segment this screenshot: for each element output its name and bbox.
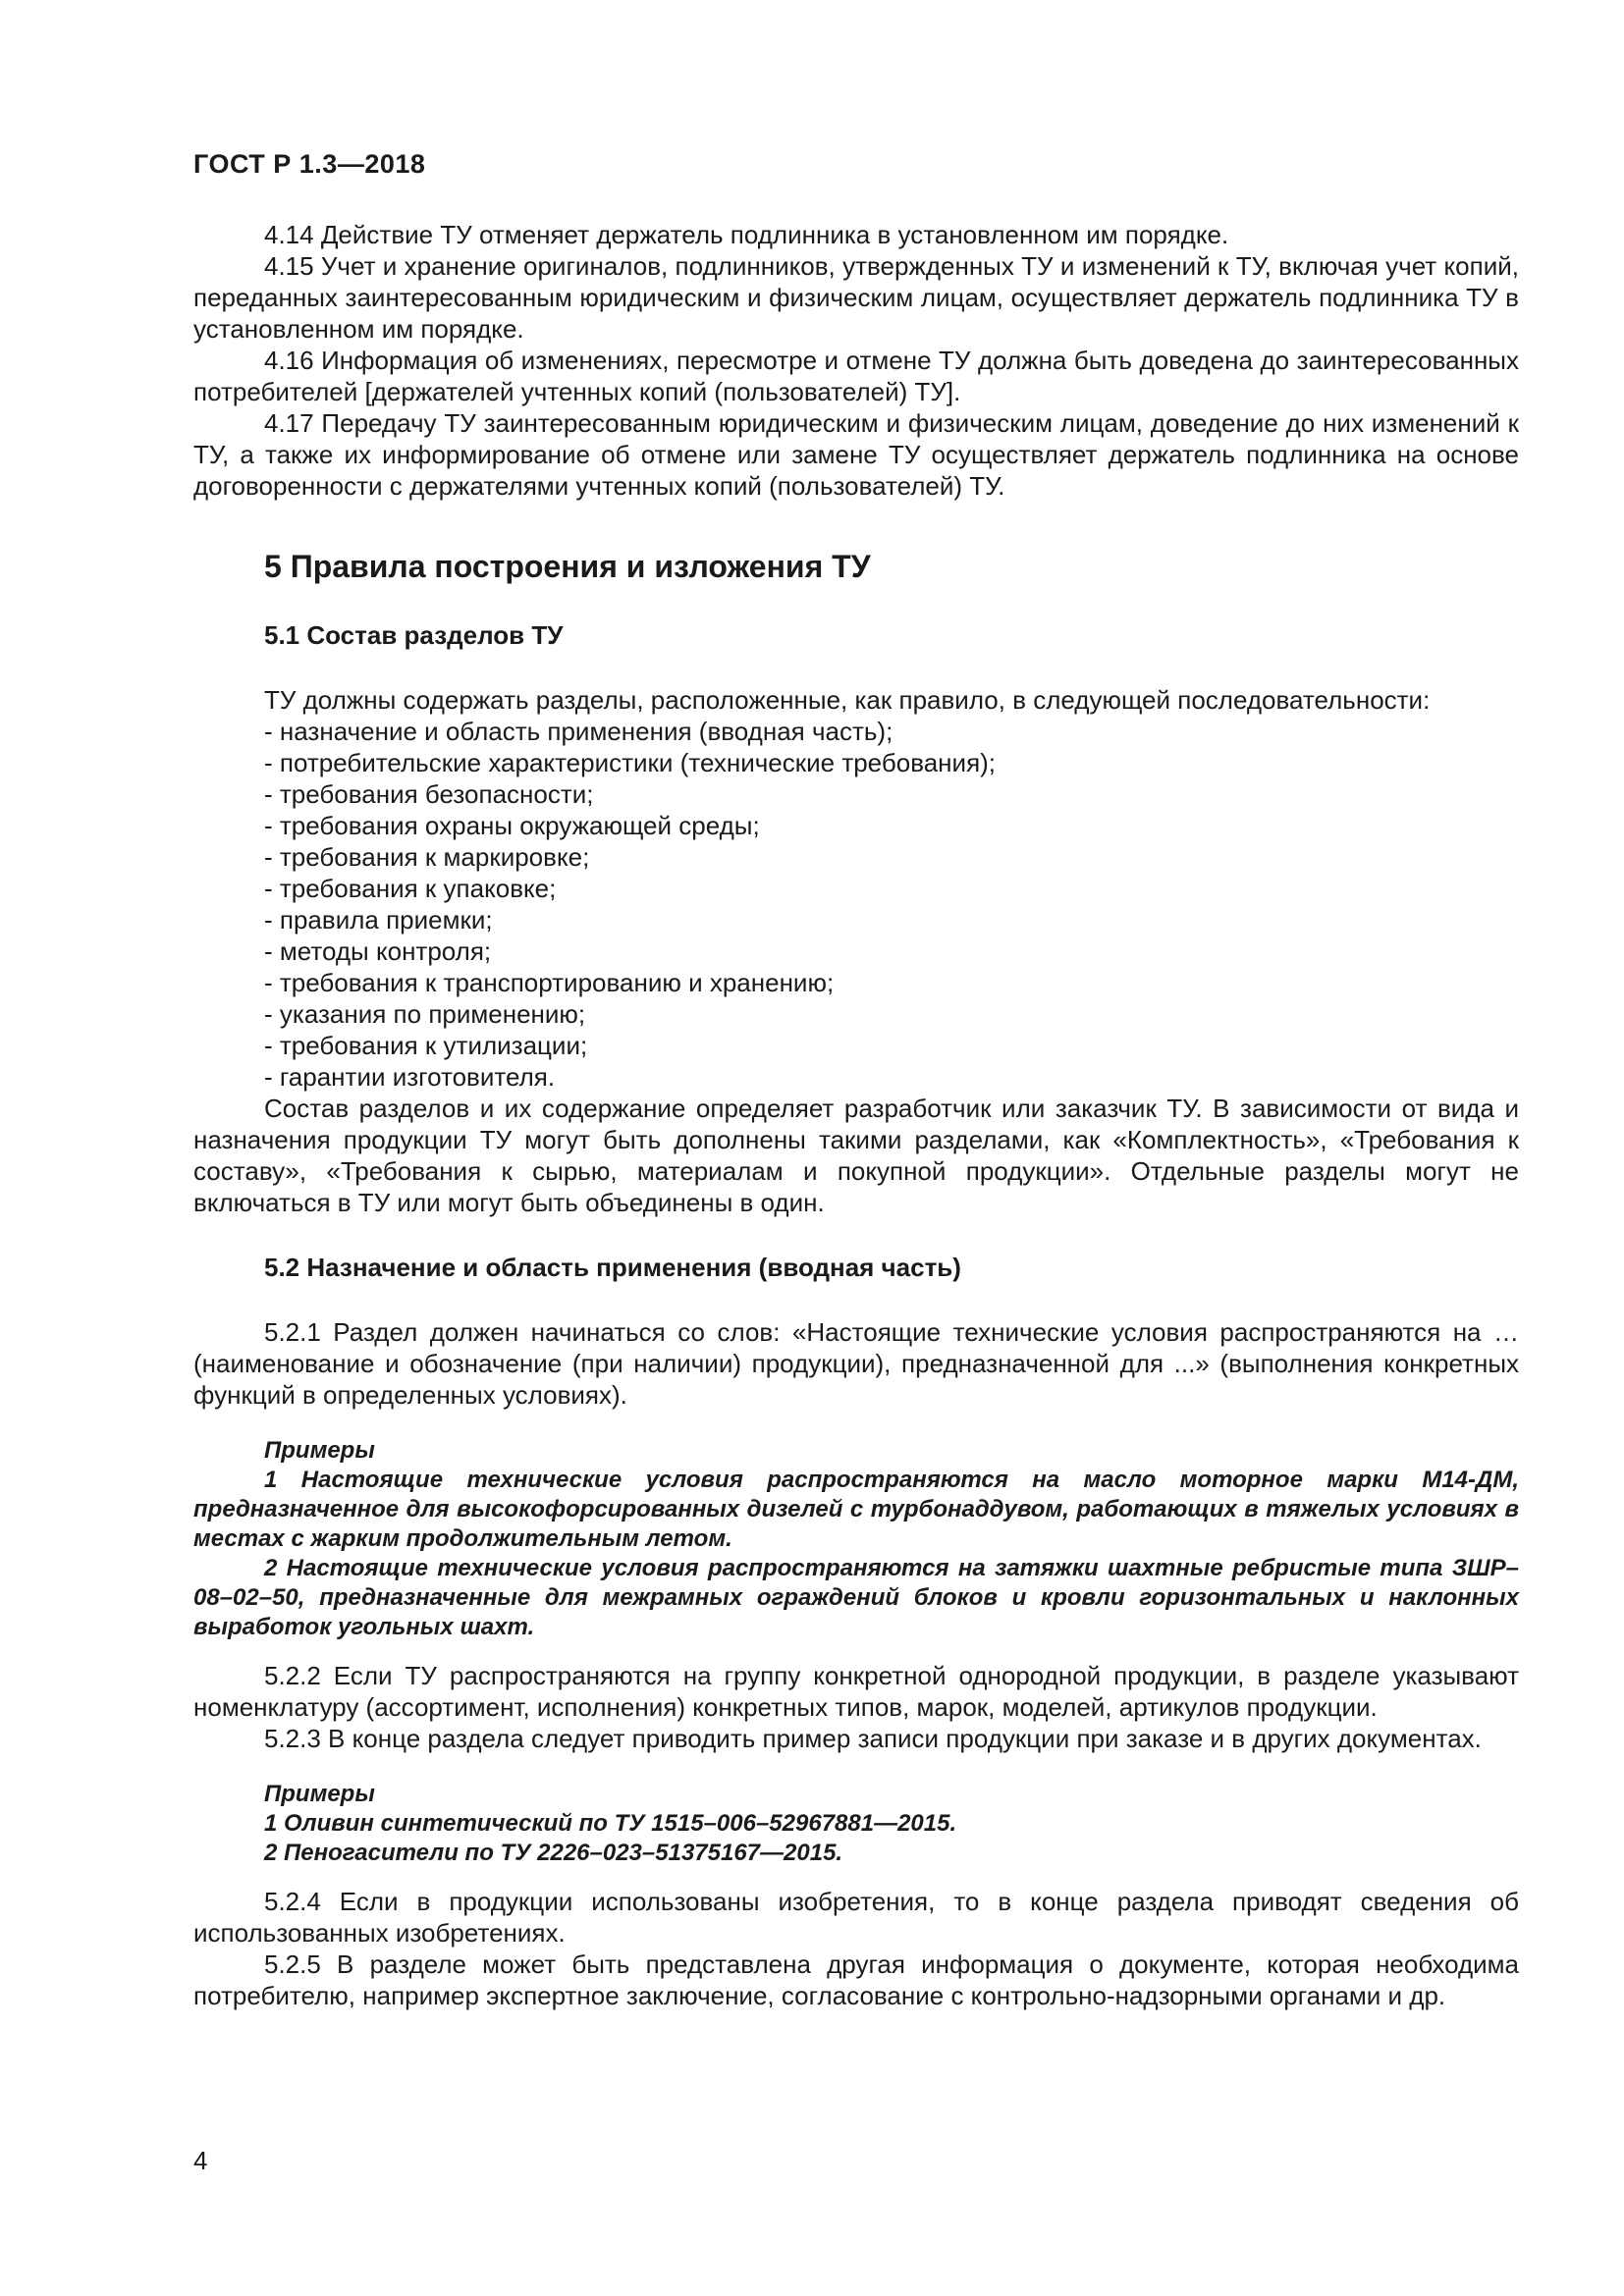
clause-4-15: 4.15 Учет и хранение оригиналов, подлинников, утвержденных ТУ и изменений к ТУ, включая учет копий, переданных заинтересованным юридическим и физическим лицам, осуществляет держатель подлинника ТУ в установленном им порядке.: [193, 251, 1519, 344]
section-5-heading: 5 Правила построения и изложения ТУ: [264, 549, 871, 584]
examples-block-2: [193, 1780, 1519, 1868]
example-item: 1 Настоящие технические условия распространяются на масло моторное марки М14-ДМ, предназначенное для высокофорсированных дизелей с турбонаддувом, работающих в тяжелых условиях в местах с жарким продолжительным летом.: [193, 1467, 1519, 1552]
sections-list: [193, 716, 1519, 1093]
clause-4-16: 4.16 Информация об изменениях, пересмотре и отмене ТУ должна быть доведена до заинтересованных потребителей [держателей учтенных копий (пользователей) ТУ].: [193, 346, 1519, 406]
list-item: - указания по применению;: [264, 999, 586, 1029]
list-item: - требования безопасности;: [264, 779, 594, 809]
example-item: 2 Пеногасители по ТУ 2226–023–51375167—2015.: [264, 1840, 843, 1866]
list-item: - требования к маркировке;: [264, 842, 590, 872]
clause-4-17: 4.17 Передачу ТУ заинтересованным юридическим и физическим лицам, доведение до них изменений к ТУ, а также их информирование об отмене или замене ТУ осуществляет держатель подлинника на основе договоренности с держателями учтенных копий (пользователей) ТУ.: [193, 408, 1519, 501]
list-item: - правила приемки;: [264, 905, 493, 934]
list-item: - назначение и область применения (вводная часть);: [264, 717, 893, 746]
document-code-header: ГОСТ Р 1.3—2018: [193, 149, 426, 179]
example-item: 2 Настоящие технические условия распространяются на затяжки шахтные ребристые типа ЗШР–08–02–50, предназначенные для межрамных ограждений блоков и кровли горизонтальных и наклонных выработок угольных шахт.: [193, 1555, 1519, 1640]
clause-4-14: 4.14 Действие ТУ отменяет держатель подлинника в установленном им порядке.: [264, 220, 1229, 249]
list-item: - потребительские характеристики (технические требования);: [264, 748, 997, 777]
list-item: - требования к упаковке;: [264, 874, 557, 903]
examples-block-1: [193, 1436, 1519, 1642]
examples-title: Примеры: [264, 1437, 375, 1464]
list-item: - методы контроля;: [264, 936, 492, 966]
subsection-5-2-heading: 5.2 Назначение и область применения (вводная часть): [264, 1253, 961, 1282]
examples-title: Примеры: [264, 1781, 375, 1807]
clause-5-2-1: 5.2.1 Раздел должен начинаться со слов: «Настоящие технические условия распространяются на …(наименование и обозначение (при наличии) продукции), предназначенной для ...» (выполнения конкретных функций в определенных условиях).: [193, 1317, 1519, 1410]
subsection-5-1-closing: Состав разделов и их содержание определяет разработчик или заказчик ТУ. В зависимости от вида и назначения продукции ТУ могут быть дополнены такими разделами, как «Комплектность», «Требования к составу», «Требования к сырью, материалам и покупной продукции». Отдельные разделы могут не включаться в ТУ или могут быть объединены в один.: [193, 1094, 1519, 1217]
page-number: 4: [193, 2146, 208, 2175]
clause-5-2-5: 5.2.5 В разделе может быть представлена другая информация о документе, которая необходима потребителю, например экспертное заключение, согласование с контрольно-надзорными органами и др.: [193, 1949, 1519, 2010]
clause-5-2-4: 5.2.4 Если в продукции использованы изобретения, то в конце раздела приводят сведения об использованных изобретениях.: [193, 1887, 1519, 1948]
page-content: [193, 219, 1519, 2011]
clause-5-2-2: 5.2.2 Если ТУ распространяются на группу конкретной однородной продукции, в разделе указывают номенклатуру (ассортимент, исполнения) конкретных типов, марок, моделей, артикулов продукции.: [193, 1661, 1519, 1722]
clause-5-2-3: 5.2.3 В конце раздела следует приводить пример записи продукции при заказе и в других документах.: [264, 1724, 1482, 1753]
spacer: [193, 1868, 1519, 1886]
list-item: - требования к транспортированию и хранению;: [264, 968, 835, 997]
subsection-5-1-heading: 5.1 Состав разделов ТУ: [264, 620, 564, 650]
subsection-5-1-intro: ТУ должны содержать разделы, расположенные, как правило, в следующей последовательности:: [264, 685, 1431, 715]
list-item: - требования охраны окружающей среды;: [264, 811, 760, 840]
list-item: - гарантии изготовителя.: [264, 1062, 556, 1092]
list-item: - требования к утилизации;: [264, 1031, 588, 1060]
spacer: [193, 1642, 1519, 1660]
example-item: 1 Оливин синтетический по ТУ 1515–006–52967881—2015.: [264, 1810, 957, 1837]
